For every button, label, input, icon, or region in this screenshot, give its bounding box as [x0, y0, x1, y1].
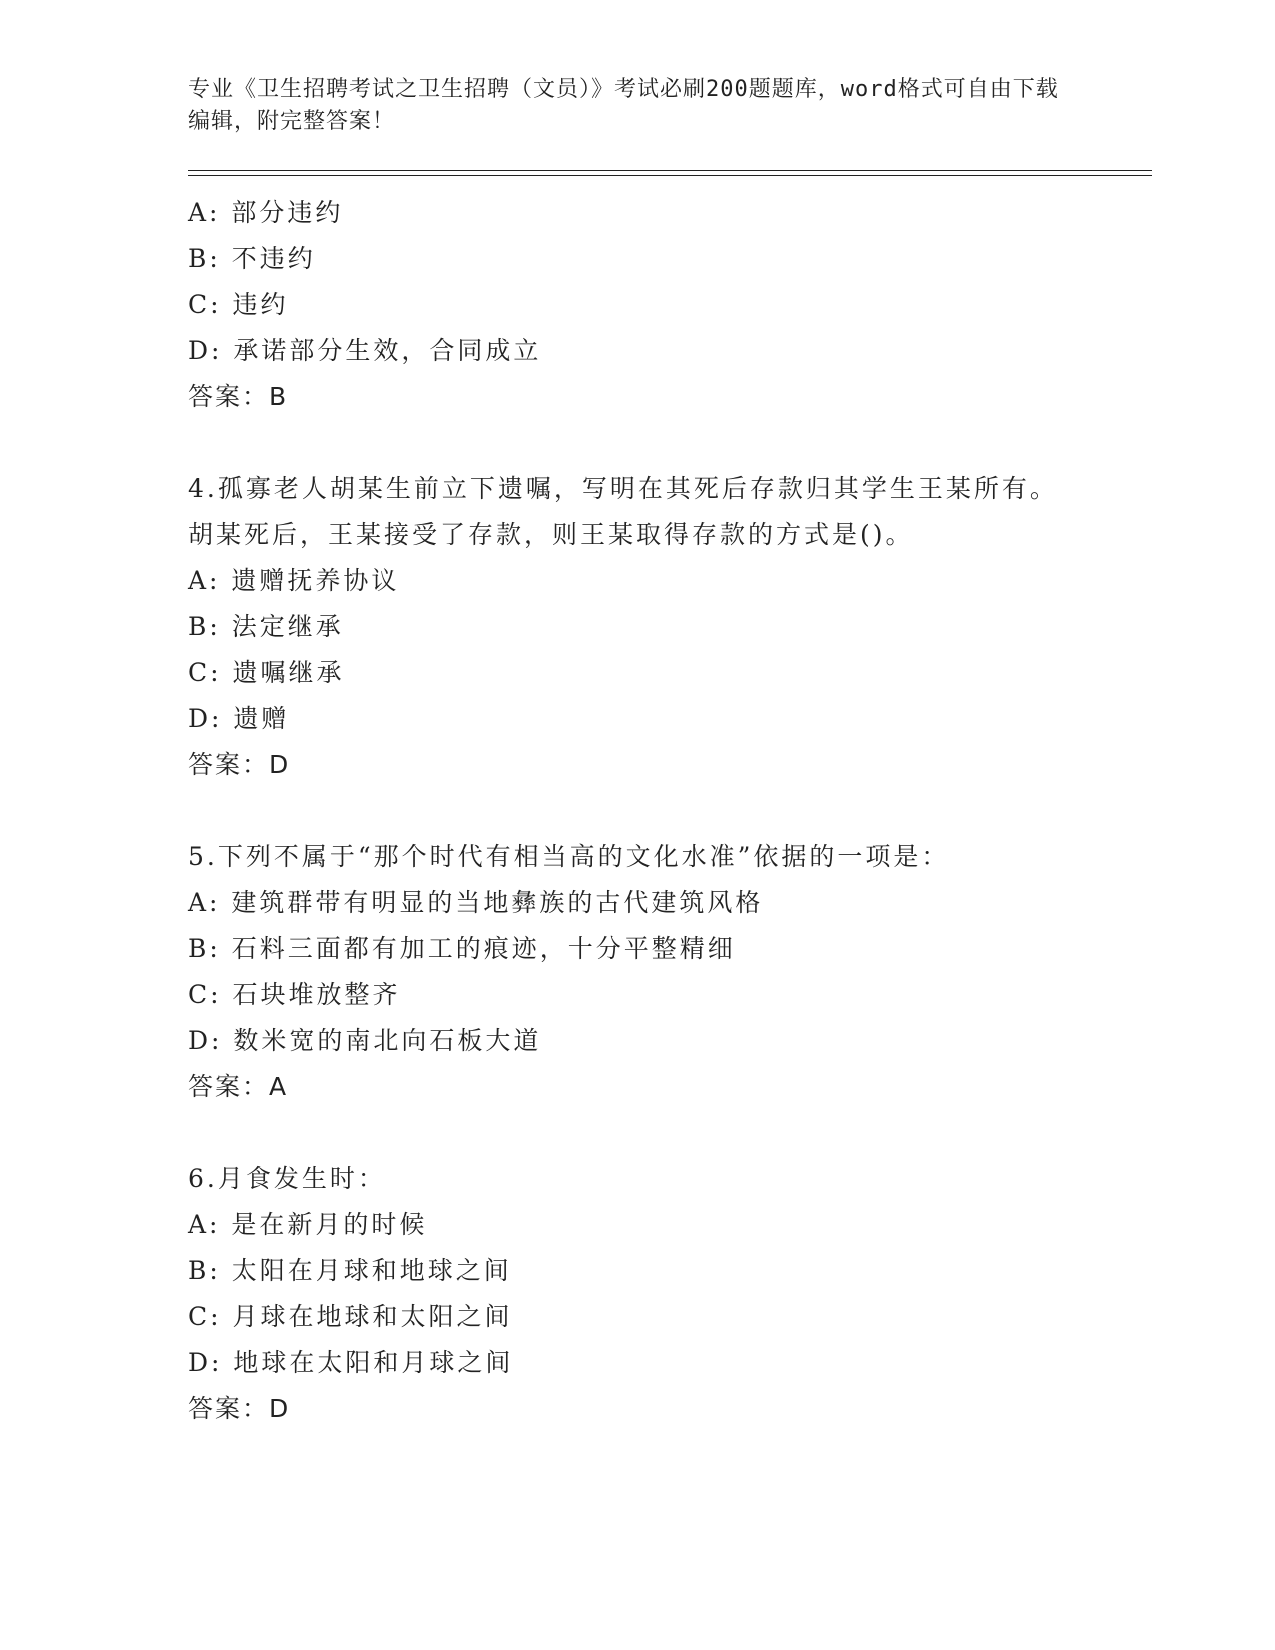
question-block [188, 190, 1088, 420]
answer-line: 答案：D [188, 1394, 291, 1423]
option-c: C: 遗嘱继承 [188, 658, 345, 687]
answer-line: 答案：A [188, 1072, 289, 1101]
option-c: C: 石块堆放整齐 [188, 980, 401, 1009]
question-stem: 5.下列不属于“那个时代有相当高的文化水准”依据的一项是： [188, 842, 950, 871]
question-block [188, 1156, 1088, 1432]
header-divider-bottom [188, 175, 1152, 176]
question-stem: 4.孤寡老人胡某生前立下遗嘱，写明在其死后存款归其学生王某所有。胡某死后，王某接受了存款，则王某取得存款的方式是()。 [188, 474, 1058, 549]
option-a: A: 部分违约 [188, 198, 344, 227]
option-b: B: 太阳在月球和地球之间 [188, 1256, 512, 1285]
option-c: C: 月球在地球和太阳之间 [188, 1302, 513, 1331]
question-stem: 6.月食发生时： [188, 1164, 386, 1193]
option-a: A: 建筑群带有明显的当地彝族的古代建筑风格 [188, 888, 764, 917]
header-divider-top [188, 170, 1152, 171]
option-c: C: 违约 [188, 290, 289, 319]
question-block [188, 834, 1088, 1110]
option-d: D: 承诺部分生效，合同成立 [188, 336, 542, 365]
option-d: D: 地球在太阳和月球之间 [188, 1348, 514, 1377]
option-b: B: 石料三面都有加工的痕迹，十分平整精细 [188, 934, 736, 963]
option-b: B: 不违约 [188, 244, 316, 273]
answer-line: 答案：B [188, 382, 289, 411]
document-header: 专业《卫生招聘考试之卫生招聘（文员）》考试必刷200题题库，word格式可自由下载编辑，附完整答案！ [188, 77, 1059, 134]
document-body [188, 190, 1088, 1432]
option-b: B: 法定继承 [188, 612, 344, 641]
option-a: A: 遗赠抚养协议 [188, 566, 400, 595]
option-a: A: 是在新月的时候 [188, 1210, 428, 1239]
question-block [188, 466, 1088, 788]
option-d: D: 数米宽的南北向石板大道 [188, 1026, 542, 1055]
answer-line: 答案：D [188, 750, 291, 779]
option-d: D: 遗赠 [188, 704, 290, 733]
